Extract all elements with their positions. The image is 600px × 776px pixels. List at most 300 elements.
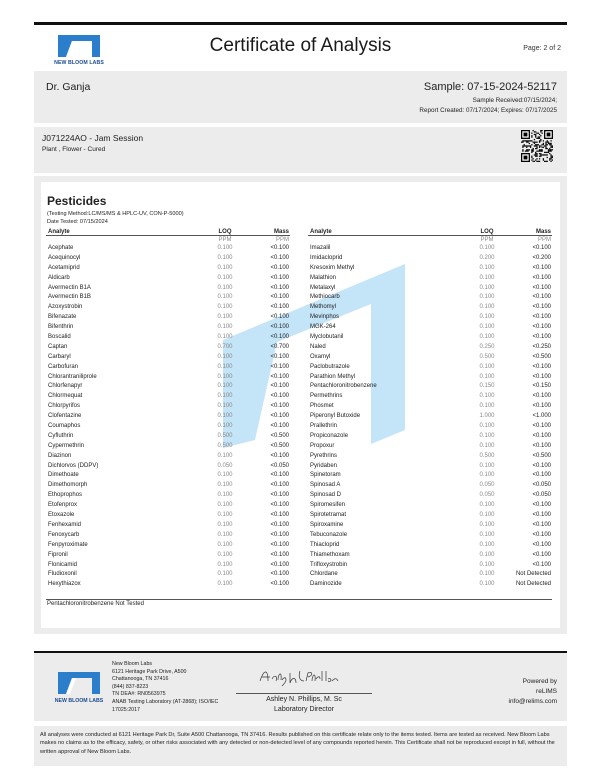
- analyte-cell: Dimethomorph: [48, 482, 88, 489]
- client-section: [34, 71, 567, 123]
- mass-cell: <0.200: [532, 254, 551, 261]
- mass-cell: <0.100: [270, 531, 289, 538]
- mass-cell: <0.100: [270, 254, 289, 261]
- table-row: [46, 402, 290, 412]
- lab-logo-icon: [54, 667, 104, 697]
- loq-cell: 0.100: [479, 393, 495, 400]
- loq-cell: 0.100: [217, 294, 233, 301]
- loq-cell: 0.100: [479, 324, 495, 331]
- footer-logo: [48, 667, 110, 707]
- analyte-cell: Dichlorvos (DDPV): [48, 462, 99, 469]
- table-row: [308, 353, 552, 363]
- mass-cell: <0.100: [270, 502, 289, 509]
- mass-cell: <0.100: [532, 502, 551, 509]
- mass-cell: <0.500: [270, 432, 289, 439]
- table-row: [308, 293, 552, 303]
- unit-loq: PPM: [218, 237, 232, 243]
- mass-cell: <0.100: [270, 571, 289, 578]
- page-title: Certificate of Analysis: [209, 35, 392, 56]
- table-row: [308, 343, 552, 353]
- loq-cell: 0.150: [479, 383, 495, 390]
- loq-cell: 0.100: [479, 502, 495, 509]
- analyte-cell: Azoxystrobin: [48, 304, 83, 311]
- analyte-cell: Dimethoate: [48, 472, 79, 479]
- pesticides-section: [34, 176, 567, 634]
- table-row: [46, 244, 290, 254]
- page-number: Page: 2 of 2: [523, 45, 561, 52]
- analyte-cell: Etofenprox: [48, 502, 78, 509]
- analyte-cell: Bifenazate: [48, 314, 77, 321]
- table-row: [46, 501, 290, 511]
- analyte-cell: Clofentazine: [48, 413, 82, 420]
- table-row: [308, 402, 552, 412]
- loq-cell: 0.100: [217, 254, 233, 261]
- table-row: [46, 343, 290, 353]
- lab-logo-text: NEW BLOOM LABS: [54, 698, 104, 704]
- analyte-cell: Piperonyl Butoxide: [310, 413, 361, 420]
- address-line: ANAB Testing Laboratory (AT-2868); ISO/IEC: [112, 698, 219, 705]
- analyte-cell: Fenoxycarb: [48, 531, 80, 538]
- mass-cell: <0.100: [270, 245, 289, 251]
- mass-cell: <0.100: [270, 294, 289, 301]
- loq-cell: 0.050: [217, 462, 233, 469]
- loq-cell: 0.100: [217, 571, 233, 578]
- mass-cell: <0.100: [270, 353, 289, 360]
- table-row: [46, 284, 290, 294]
- table-row: [308, 264, 552, 274]
- mass-cell: <0.100: [532, 373, 551, 380]
- loq-cell: 0.100: [217, 561, 233, 568]
- loq-cell: 0.100: [479, 581, 495, 588]
- table-row: [46, 373, 290, 383]
- table-header: [308, 228, 552, 236]
- analyte-cell: Naled: [310, 343, 326, 350]
- analyte-cell: Malathion: [310, 274, 337, 281]
- loq-cell: 0.100: [217, 403, 233, 410]
- analyte-cell: Propiconazole: [310, 432, 349, 439]
- analyte-cell: Prallethrin: [310, 423, 338, 430]
- table-row: [308, 323, 552, 333]
- analyte-cell: Acephate: [48, 245, 74, 251]
- analyte-cell: Spinosad D: [310, 492, 342, 499]
- table-row: [308, 244, 552, 254]
- mass-cell: <0.100: [270, 334, 289, 341]
- analyte-cell: Permethrins: [310, 393, 343, 400]
- mass-cell: <0.100: [532, 284, 551, 291]
- mass-cell: <0.150: [532, 383, 551, 390]
- analyte-cell: Cyfluthrin: [48, 432, 74, 439]
- table-row: [46, 432, 290, 442]
- header-analyte: Analyte: [48, 229, 70, 235]
- mass-cell: <0.100: [270, 413, 289, 420]
- table-row: [308, 580, 552, 590]
- address-line: 6121 Heritage Park Drive, A500: [112, 668, 187, 675]
- loq-cell: 0.100: [217, 541, 233, 548]
- mass-cell: <0.100: [270, 561, 289, 568]
- loq-cell: 0.100: [479, 442, 495, 449]
- table-row: [308, 561, 552, 571]
- mass-cell: <0.100: [270, 472, 289, 479]
- address-line: TN DEA#: RN0563975: [112, 691, 166, 698]
- loq-cell: 0.100: [217, 423, 233, 430]
- product-section: [34, 127, 567, 173]
- mass-cell: <0.100: [532, 531, 551, 538]
- mass-cell: Not Detected: [515, 581, 551, 588]
- analyte-cell: Spinosad A: [310, 482, 341, 489]
- loq-cell: 0.100: [479, 512, 495, 519]
- analyte-cell: Trifloxystrobin: [310, 561, 348, 568]
- mass-cell: <0.500: [532, 353, 551, 360]
- mass-cell: <1.000: [532, 413, 551, 420]
- mass-cell: <0.100: [270, 482, 289, 489]
- powered-by-name: reLIMS: [536, 688, 557, 695]
- powered-by-label: Powered by: [522, 678, 557, 685]
- table-row: [46, 313, 290, 323]
- table-row: [308, 531, 552, 541]
- analyte-cell: Mevinphos: [310, 314, 340, 321]
- analyte-cell: Methomyl: [310, 304, 337, 311]
- product-name: J071224AO - Jam Session: [42, 133, 144, 143]
- analyte-cell: Acequinocyl: [48, 254, 81, 261]
- lab-address: [112, 661, 218, 714]
- loq-cell: 0.100: [217, 521, 233, 528]
- table-row: [308, 442, 552, 452]
- mass-cell: <0.100: [532, 245, 551, 251]
- section-title: Pesticides: [47, 194, 107, 208]
- mass-cell: <0.050: [270, 462, 289, 469]
- table-row: [46, 511, 290, 521]
- mass-cell: <0.100: [270, 393, 289, 400]
- table-row: [46, 471, 290, 481]
- table-row: [46, 323, 290, 333]
- loq-cell: 0.100: [479, 373, 495, 380]
- analyte-cell: Spirotetramat: [310, 512, 347, 519]
- analyte-cell: Spiroxamine: [310, 521, 344, 528]
- report-header: [34, 25, 567, 71]
- mass-cell: <0.100: [532, 304, 551, 311]
- loq-cell: 0.100: [479, 423, 495, 430]
- loq-cell: 0.100: [479, 264, 495, 271]
- analyte-cell: Flonicamid: [48, 561, 78, 568]
- mass-cell: <0.100: [532, 432, 551, 439]
- loq-cell: 0.500: [479, 452, 495, 459]
- disclaimer: All analyses were conducted at 6121 Heritage Park Dr, Suite A500 Chattanooga, TN 37416. Results published on this certificate relate only to the items tested. Items are tested as received. New Bloom Labs makes no claims as to the efficacy, safety, or other risks associated with any detected or non-detected level of any compounds reported herein. This Certificate shall not be reproduced except in full, without the written approval of New Bloom Labs.: [34, 726, 567, 766]
- loq-cell: 0.700: [217, 343, 233, 350]
- table-row: [308, 570, 552, 580]
- mass-cell: <0.100: [270, 363, 289, 370]
- loq-cell: 1.000: [479, 413, 495, 420]
- loq-cell: 0.100: [217, 334, 233, 341]
- loq-cell: 0.100: [217, 314, 233, 321]
- loq-cell: 0.100: [479, 274, 495, 281]
- analyte-cell: Phosmet: [310, 403, 334, 410]
- mass-cell: <0.100: [532, 403, 551, 410]
- mass-cell: <0.100: [532, 324, 551, 331]
- table-row: [46, 561, 290, 571]
- loq-cell: 0.100: [217, 581, 233, 588]
- table-row: [46, 481, 290, 491]
- qr-code-icon[interactable]: [521, 130, 553, 162]
- loq-cell: 0.100: [217, 245, 233, 251]
- loq-cell: 0.100: [479, 521, 495, 528]
- loq-cell: 0.200: [479, 254, 495, 261]
- loq-cell: 0.100: [479, 334, 495, 341]
- table-row: [308, 303, 552, 313]
- loq-cell: 0.100: [217, 264, 233, 271]
- analyte-cell: Carbaryl: [48, 353, 71, 360]
- table-note: Pentachloronitrobenzene Not Tested: [47, 601, 144, 607]
- mass-cell: <0.100: [532, 294, 551, 301]
- table-body: [46, 244, 290, 590]
- mass-cell: <0.100: [532, 393, 551, 400]
- analyte-cell: Carbofuran: [48, 363, 79, 370]
- analyte-cell: Oxamyl: [310, 353, 331, 360]
- analyte-cell: Spiromesifen: [310, 502, 346, 509]
- analyte-cell: Paclobutrazole: [310, 363, 350, 370]
- mass-cell: <0.500: [270, 442, 289, 449]
- table-header: [46, 228, 290, 236]
- table-row: [308, 363, 552, 373]
- table-row: [46, 254, 290, 264]
- loq-cell: 0.500: [217, 432, 233, 439]
- table-row: [308, 432, 552, 442]
- loq-cell: 0.100: [479, 304, 495, 311]
- analyte-cell: Myclobutanil: [310, 334, 344, 341]
- analyte-cell: Acetamiprid: [48, 264, 80, 271]
- table-row: [46, 303, 290, 313]
- mass-cell: <0.100: [270, 373, 289, 380]
- table-row: [308, 481, 552, 491]
- analyte-cell: Aldicarb: [48, 274, 70, 281]
- table-row: [46, 333, 290, 343]
- mass-cell: <0.100: [270, 274, 289, 281]
- analyte-cell: Diazinon: [48, 452, 72, 459]
- analyte-cell: Chlordane: [310, 571, 338, 578]
- date-tested: Date Tested: 07/15/2024: [47, 219, 108, 225]
- table-divider: [46, 599, 552, 600]
- loq-cell: 0.500: [479, 353, 495, 360]
- loq-cell: 0.100: [217, 413, 233, 420]
- client-name: Dr. Ganja: [46, 81, 91, 93]
- analyte-cell: Fenpyroximate: [48, 541, 88, 548]
- table-row: [308, 333, 552, 343]
- analyte-cell: Metalaxyl: [310, 284, 336, 291]
- mass-cell: <0.100: [532, 551, 551, 558]
- loq-cell: 0.100: [479, 541, 495, 548]
- table-row: [308, 422, 552, 432]
- address-line: Chattanooga, TN 37416: [112, 676, 169, 683]
- mass-cell: <0.100: [270, 452, 289, 459]
- pesticides-table-left: [46, 228, 290, 590]
- powered-by-email[interactable]: info@relims.com: [508, 698, 557, 705]
- unit-loq: PPM: [480, 237, 494, 243]
- loq-cell: 0.100: [479, 472, 495, 479]
- analyte-cell: Fipronil: [48, 551, 68, 558]
- header-loq: LOQ: [480, 229, 494, 235]
- mass-cell: <0.250: [532, 343, 551, 350]
- table-row: [308, 551, 552, 561]
- mass-cell: <0.100: [532, 561, 551, 568]
- mass-cell: <0.100: [270, 581, 289, 588]
- unit-mass: PPM: [537, 237, 551, 243]
- table-row: [46, 462, 290, 472]
- table-row: [46, 363, 290, 373]
- units-row: [308, 236, 552, 244]
- table-row: [308, 511, 552, 521]
- loq-cell: 0.100: [479, 363, 495, 370]
- mass-cell: <0.100: [270, 314, 289, 321]
- table-row: [46, 422, 290, 432]
- loq-cell: 0.100: [479, 403, 495, 410]
- table-row: [46, 353, 290, 363]
- mass-cell: <0.100: [532, 264, 551, 271]
- table-row: [308, 284, 552, 294]
- loq-cell: 0.100: [217, 502, 233, 509]
- mass-cell: <0.100: [270, 512, 289, 519]
- loq-cell: 0.100: [217, 363, 233, 370]
- table-row: [308, 392, 552, 402]
- mass-cell: <0.100: [532, 512, 551, 519]
- table-body: [308, 244, 552, 590]
- mass-cell: <0.100: [270, 521, 289, 528]
- table-row: [46, 491, 290, 501]
- analyte-cell: Fludioxonil: [48, 571, 77, 578]
- powered-by-block: [509, 677, 558, 707]
- analyte-cell: Methiocarb: [310, 294, 340, 301]
- header-analyte: Analyte: [310, 229, 332, 235]
- table-row: [308, 491, 552, 501]
- mass-cell: <0.100: [270, 403, 289, 410]
- mass-cell: <0.100: [532, 521, 551, 528]
- loq-cell: 0.050: [479, 492, 495, 499]
- loq-cell: 0.100: [217, 393, 233, 400]
- analyte-cell: Ethoprophos: [48, 492, 83, 499]
- analyte-cell: Thiacloprid: [310, 541, 340, 548]
- testing-method: (Testing Method:LC/MS/MS & HPLC-UV, CON-P-5000): [47, 211, 184, 217]
- analyte-cell: MGK-264: [310, 324, 336, 331]
- loq-cell: 0.100: [479, 571, 495, 578]
- table-row: [308, 462, 552, 472]
- header-mass: Mass: [535, 229, 551, 235]
- table-row: [308, 254, 552, 264]
- mass-cell: <0.100: [270, 492, 289, 499]
- mass-cell: <0.100: [532, 423, 551, 430]
- signature-image: [256, 667, 346, 687]
- analyte-cell: Tebuconazole: [310, 531, 348, 538]
- table-row: [308, 452, 552, 462]
- table-row: [308, 521, 552, 531]
- analyte-cell: Avermectin B1B: [48, 294, 91, 301]
- analyte-cell: Parathion Methyl: [310, 373, 356, 380]
- table-row: [46, 541, 290, 551]
- mass-cell: <0.050: [532, 482, 551, 489]
- loq-cell: 0.100: [217, 274, 233, 281]
- analyte-cell: Thiamethoxam: [310, 551, 350, 558]
- mass-cell: <0.100: [270, 304, 289, 311]
- loq-cell: 0.100: [217, 324, 233, 331]
- analyte-cell: Chlormequat: [48, 393, 83, 400]
- loq-cell: 0.100: [479, 284, 495, 291]
- loq-cell: 0.100: [217, 452, 233, 459]
- loq-cell: 0.100: [217, 373, 233, 380]
- signer-name: Ashley N. Phillips, M. Sc: [236, 693, 372, 705]
- mass-cell: <0.100: [270, 541, 289, 548]
- mass-cell: <0.100: [270, 551, 289, 558]
- analyte-cell: Imazalil: [310, 245, 331, 251]
- loq-cell: 0.100: [479, 551, 495, 558]
- analyte-cell: Captan: [48, 343, 68, 350]
- analyte-cell: Imidacloprid: [310, 254, 343, 261]
- analyte-cell: Etoxazole: [48, 512, 75, 519]
- analyte-cell: Daminozide: [310, 581, 342, 588]
- table-row: [46, 412, 290, 422]
- loq-cell: 0.100: [479, 561, 495, 568]
- loq-cell: 0.050: [479, 482, 495, 489]
- loq-cell: 0.100: [479, 462, 495, 469]
- footer-section: [34, 653, 567, 721]
- address-line: 17025:2017: [112, 706, 140, 713]
- analyte-cell: Kresoxim Methyl: [310, 264, 355, 271]
- analyte-cell: Bifenthrin: [48, 324, 74, 331]
- analyte-cell: Fenhexamid: [48, 521, 82, 528]
- analyte-cell: Cypermethrin: [48, 442, 85, 449]
- mass-cell: <0.700: [270, 343, 289, 350]
- mass-cell: <0.100: [532, 363, 551, 370]
- table-row: [46, 521, 290, 531]
- loq-cell: 0.100: [217, 284, 233, 291]
- loq-cell: 0.250: [479, 343, 495, 350]
- units-row: [46, 236, 290, 244]
- table-row: [46, 392, 290, 402]
- loq-cell: 0.100: [217, 482, 233, 489]
- mass-cell: <0.100: [532, 274, 551, 281]
- table-row: [46, 442, 290, 452]
- table-row: [46, 264, 290, 274]
- loq-cell: 0.100: [217, 353, 233, 360]
- analyte-cell: Spinetoram: [310, 472, 341, 479]
- loq-cell: 0.100: [479, 245, 495, 251]
- loq-cell: 0.100: [217, 472, 233, 479]
- mass-cell: <0.100: [532, 462, 551, 469]
- table-row: [308, 382, 552, 392]
- unit-mass: PPM: [275, 237, 289, 243]
- loq-cell: 0.100: [217, 551, 233, 558]
- mass-cell: <0.500: [532, 452, 551, 459]
- loq-cell: 0.100: [217, 304, 233, 311]
- table-row: [308, 373, 552, 383]
- mass-cell: <0.100: [532, 314, 551, 321]
- signer-block: [236, 693, 372, 715]
- loq-cell: 0.100: [479, 531, 495, 538]
- loq-cell: 0.100: [479, 314, 495, 321]
- signer-title: Laboratory Director: [274, 706, 334, 713]
- table-row: [46, 382, 290, 392]
- analyte-cell: Boscalid: [48, 334, 71, 341]
- table-row: [46, 274, 290, 284]
- mass-cell: <0.100: [270, 284, 289, 291]
- analyte-cell: Pyrethrins: [310, 452, 338, 459]
- pesticides-table-right: [308, 228, 552, 590]
- mass-cell: <0.100: [532, 334, 551, 341]
- address-line: New Bloom Labs: [112, 661, 153, 667]
- analyte-cell: Chlorpyrifos: [48, 403, 81, 410]
- table-row: [46, 531, 290, 541]
- loq-cell: 0.100: [217, 492, 233, 499]
- loq-cell: 0.500: [217, 442, 233, 449]
- report-dates: Report Created: 07/17/2024; Expires: 07/17/2025: [419, 107, 557, 114]
- analyte-cell: Pyridaben: [310, 462, 338, 469]
- product-type: Plant , Flower - Cured: [42, 146, 106, 153]
